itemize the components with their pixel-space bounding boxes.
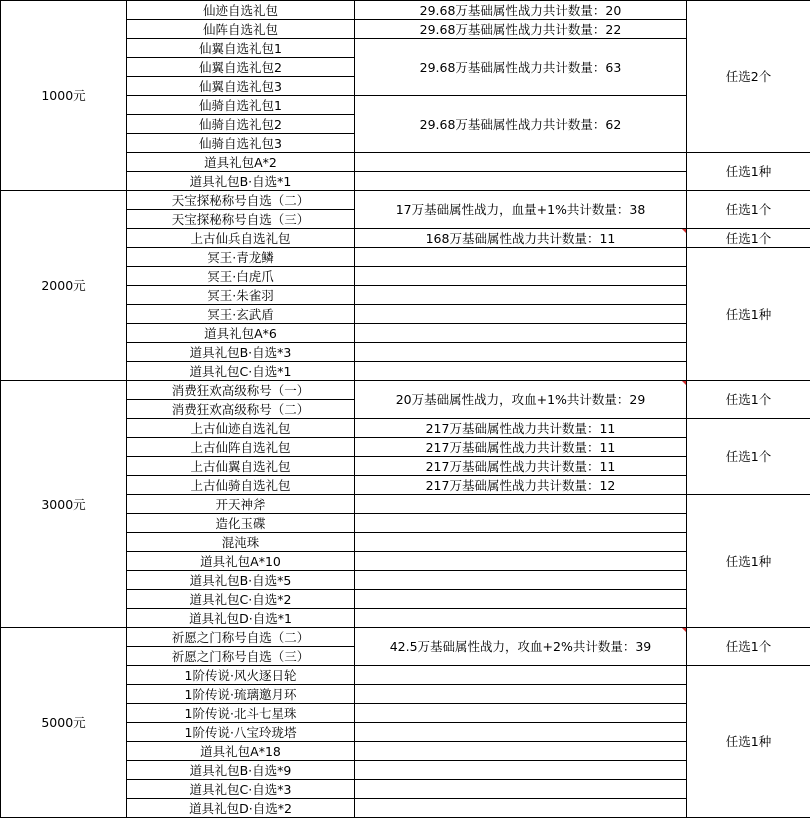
item-name: 道具礼包B·自选*3 xyxy=(127,343,355,362)
item-name: 混沌珠 xyxy=(127,533,355,552)
attr-cell: 217万基础属性战力共计数量：11 xyxy=(355,419,687,438)
attr-cell: 29.68万基础属性战力共计数量：22 xyxy=(355,20,687,39)
attr-cell: 29.68万基础属性战力共计数量：63 xyxy=(355,39,687,96)
attr-cell-empty xyxy=(355,172,687,191)
attr-cell: 17万基础属性战力，血量+1%共计数量：38 xyxy=(355,191,687,229)
attr-cell: 217万基础属性战力共计数量：12 xyxy=(355,476,687,495)
attr-cell: 217万基础属性战力共计数量：11 xyxy=(355,457,687,476)
item-name: 仙骑自选礼包1 xyxy=(127,96,355,115)
item-name: 上古仙翼自选礼包 xyxy=(127,457,355,476)
item-name: 仙翼自选礼包1 xyxy=(127,39,355,58)
item-name: 道具礼包C·自选*3 xyxy=(127,780,355,799)
attr-cell-empty xyxy=(355,248,687,267)
item-name: 消费狂欢高级称号（一） xyxy=(127,381,355,400)
attr-cell-empty xyxy=(355,343,687,362)
attr-cell-empty xyxy=(355,590,687,609)
attr-cell-empty xyxy=(355,571,687,590)
choice-cell: 任选2个 xyxy=(687,1,810,153)
item-name: 冥王·白虎爪 xyxy=(127,267,355,286)
item-name: 道具礼包A*10 xyxy=(127,552,355,571)
item-name: 道具礼包A*18 xyxy=(127,742,355,761)
attr-cell-empty xyxy=(355,609,687,628)
attr-cell-empty xyxy=(355,666,687,685)
item-name: 消费狂欢高级称号（二） xyxy=(127,400,355,419)
attr-cell: 29.68万基础属性战力共计数量：62 xyxy=(355,96,687,153)
choice-cell: 任选1种 xyxy=(687,495,810,628)
item-name: 开天神斧 xyxy=(127,495,355,514)
item-name: 天宝探秘称号自选（二） xyxy=(127,191,355,210)
attr-cell-empty xyxy=(355,495,687,514)
attr-cell: 29.68万基础属性战力共计数量：20 xyxy=(355,1,687,20)
attr-cell-empty xyxy=(355,267,687,286)
item-name: 仙骑自选礼包2 xyxy=(127,115,355,134)
item-name: 道具礼包A*2 xyxy=(127,153,355,172)
attr-cell-empty xyxy=(355,305,687,324)
item-name: 道具礼包B·自选*1 xyxy=(127,172,355,191)
attr-cell-empty xyxy=(355,780,687,799)
attr-cell-empty xyxy=(355,799,687,818)
attr-cell-empty xyxy=(355,761,687,780)
item-name: 道具礼包D·自选*1 xyxy=(127,609,355,628)
attr-cell-empty xyxy=(355,704,687,723)
choice-cell: 任选1个 xyxy=(687,628,810,666)
choice-cell: 任选1个 xyxy=(687,381,810,419)
attr-cell: 217万基础属性战力共计数量：11 xyxy=(355,438,687,457)
item-name: 道具礼包B·自选*9 xyxy=(127,761,355,780)
choice-cell: 任选1种 xyxy=(687,248,810,381)
attr-cell-empty xyxy=(355,685,687,704)
attr-cell-empty xyxy=(355,324,687,343)
attr-cell: 20万基础属性战力，攻血+1%共计数量：29 xyxy=(355,381,687,419)
item-name: 冥王·朱雀羽 xyxy=(127,286,355,305)
tier-amount: 5000元 xyxy=(1,628,127,818)
item-name: 祈愿之门称号自选（二） xyxy=(127,628,355,647)
item-name: 1阶传说·风火逐日轮 xyxy=(127,666,355,685)
item-name: 仙阵自选礼包 xyxy=(127,20,355,39)
item-name: 仙骑自选礼包3 xyxy=(127,134,355,153)
item-name: 上古仙兵自选礼包 xyxy=(127,229,355,248)
item-name: 道具礼包C·自选*1 xyxy=(127,362,355,381)
item-name: 祈愿之门称号自选（三） xyxy=(127,647,355,666)
attr-cell-empty xyxy=(355,286,687,305)
choice-cell: 任选1个 xyxy=(687,419,810,495)
attr-cell-empty xyxy=(355,514,687,533)
item-name: 冥王·玄武盾 xyxy=(127,305,355,324)
attr-cell-empty xyxy=(355,362,687,381)
item-name: 仙翼自选礼包3 xyxy=(127,77,355,96)
item-name: 上古仙骑自选礼包 xyxy=(127,476,355,495)
item-name: 仙迹自选礼包 xyxy=(127,1,355,20)
item-name: 道具礼包A*6 xyxy=(127,324,355,343)
attr-cell-empty xyxy=(355,723,687,742)
item-name: 1阶传说·北斗七星珠 xyxy=(127,704,355,723)
tier-amount: 1000元 xyxy=(1,1,127,191)
choice-cell: 任选1种 xyxy=(687,153,810,191)
attr-cell-empty xyxy=(355,533,687,552)
item-name: 1阶传说·八宝玲珑塔 xyxy=(127,723,355,742)
attr-cell: 168万基础属性战力共计数量：11 xyxy=(355,229,687,248)
item-name: 上古仙阵自选礼包 xyxy=(127,438,355,457)
choice-cell: 任选1种 xyxy=(687,666,810,818)
choice-cell: 任选1个 xyxy=(687,229,810,248)
attr-cell-empty xyxy=(355,153,687,172)
tier-amount: 3000元 xyxy=(1,381,127,628)
attr-cell-empty xyxy=(355,742,687,761)
item-name: 天宝探秘称号自选（三） xyxy=(127,210,355,229)
choice-cell: 任选1个 xyxy=(687,191,810,229)
item-name: 道具礼包B·自选*5 xyxy=(127,571,355,590)
item-name: 道具礼包D·自选*2 xyxy=(127,799,355,818)
item-name: 道具礼包C·自选*2 xyxy=(127,590,355,609)
item-name: 仙翼自选礼包2 xyxy=(127,58,355,77)
item-name: 冥王·青龙鳞 xyxy=(127,248,355,267)
item-name: 1阶传说·琉璃邀月环 xyxy=(127,685,355,704)
item-name: 上古仙迹自选礼包 xyxy=(127,419,355,438)
attr-cell-empty xyxy=(355,552,687,571)
attr-cell: 42.5万基础属性战力，攻血+2%共计数量：39 xyxy=(355,628,687,666)
tier-amount: 2000元 xyxy=(1,191,127,381)
item-name: 造化玉碟 xyxy=(127,514,355,533)
